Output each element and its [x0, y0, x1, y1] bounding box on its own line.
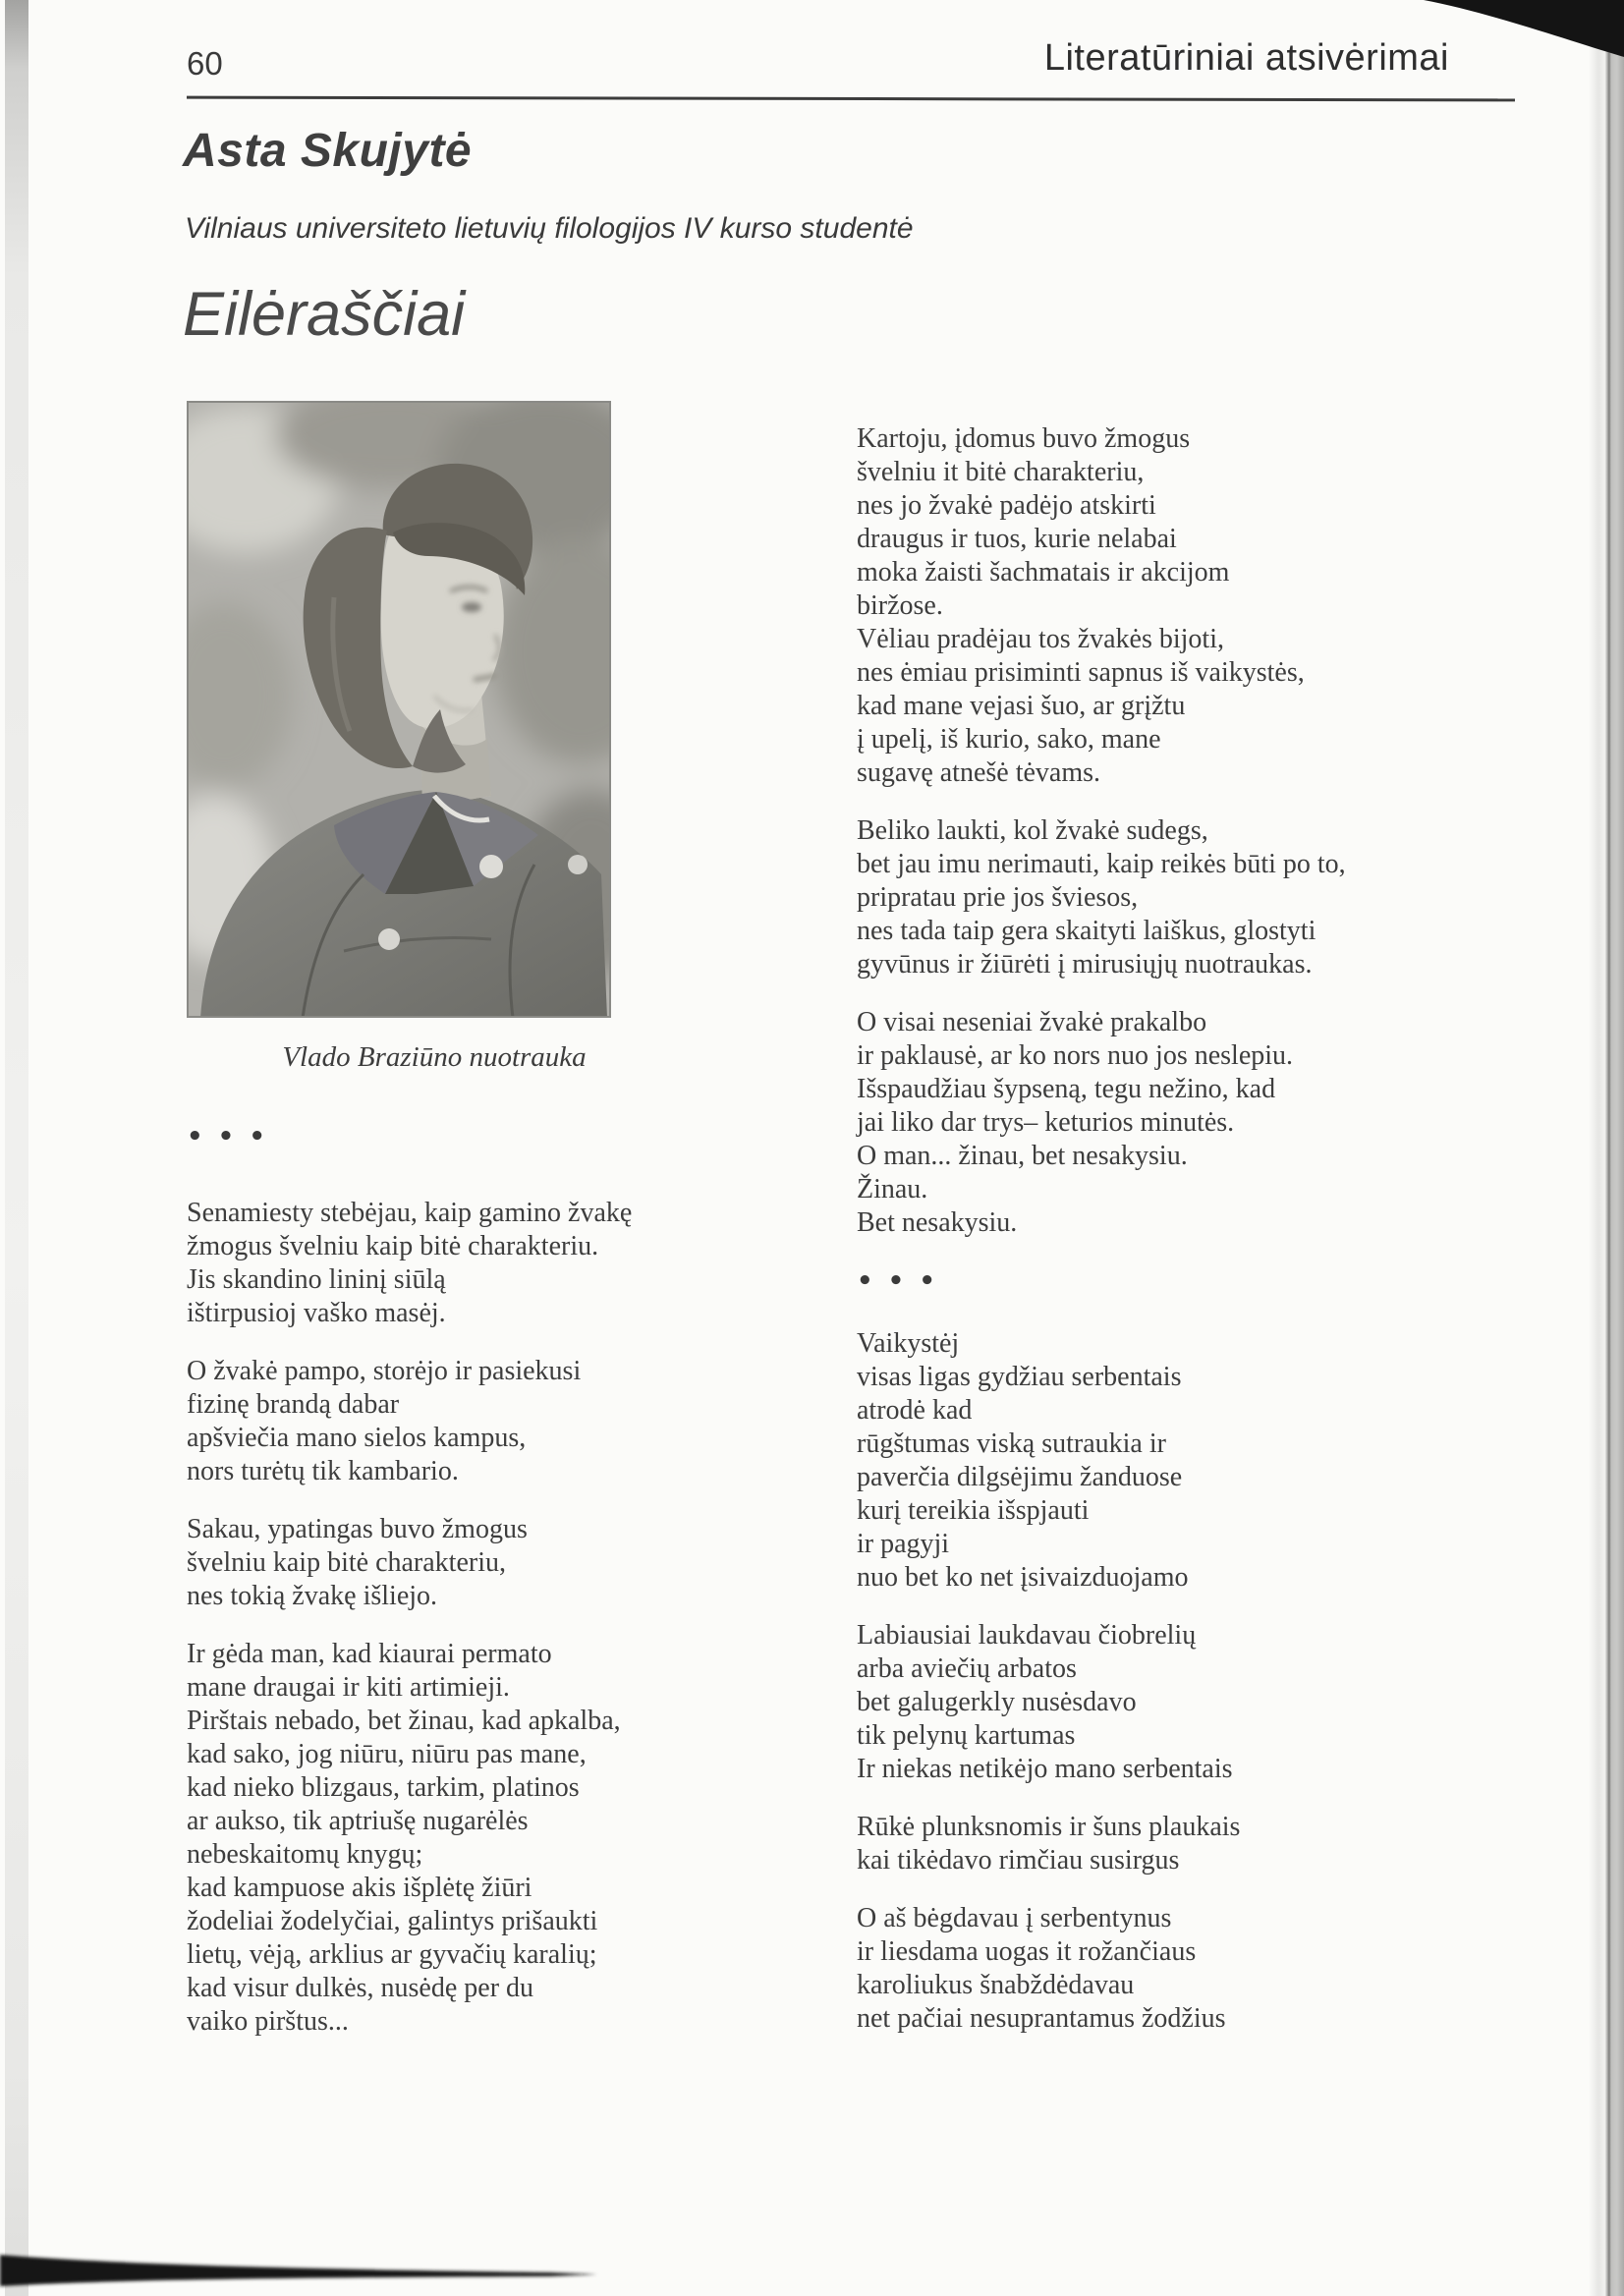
poem-line: žmogus švelniu kaip bitė charakteriu.	[187, 1231, 599, 1261]
poem-line: Žinau.	[857, 1174, 928, 1204]
poem-line: ir pagyji	[857, 1529, 950, 1559]
poem-line: vaiko pirštus...	[187, 2006, 349, 2037]
poems-title: Eilėraščiai	[183, 280, 466, 349]
poem-line: O aš bėgdavau į serbentynus	[857, 1903, 1172, 1933]
poem-stanza	[857, 1006, 1485, 1240]
author-photo-figure	[187, 401, 611, 1074]
photo-caption: Vlado Braziūno nuotrauka	[282, 1041, 587, 1073]
poem-line: gyvūnus ir žiūrėti į mirusiųjų nuotraukas.	[857, 949, 1313, 980]
poem-line: ir paklausė, ar ko nors nuo jos neslepiu.	[857, 1040, 1294, 1071]
poem-line: atrodė kad	[857, 1395, 973, 1426]
poem-line: O visai neseniai žvakė prakalbo	[857, 1007, 1207, 1037]
poem-stanza	[857, 1327, 1485, 1595]
poem-line: rūgštumas viską sutraukia ir	[857, 1428, 1166, 1459]
page-number: 60	[187, 45, 223, 82]
poem-line: nes jo žvakė padėjo atskirti	[857, 490, 1156, 521]
poem-separator-dots: • • •	[857, 1266, 938, 1296]
poem-line: nes tokią žvakę išliejo.	[187, 1581, 438, 1611]
poem-line: tik pelynų kartumas	[857, 1720, 1076, 1751]
poem-line: Kartoju, įdomus buvo žmogus	[857, 423, 1191, 454]
author-subtitle: Vilniaus universiteto lietuvių filologijos IV kurso studentė	[185, 212, 914, 245]
poem-line: į upelį, iš kurio, sako, mane	[857, 724, 1161, 755]
poem-line: kad nieko blizgaus, tarkim, platinos	[187, 1772, 580, 1803]
poem-line: visas ligas gydžiau serbentais	[857, 1362, 1182, 1392]
portrait-photo	[187, 401, 611, 1018]
poem-line: jai liko dar trys– keturios minutės.	[857, 1107, 1235, 1138]
poem-line: nes tada taip gera skaityti laiškus, glostyti	[857, 916, 1316, 946]
poem-line: Vėliau pradėjau tos žvakės bijoti,	[857, 624, 1224, 654]
poem-line: ištirpusioj vaško masėj.	[187, 1298, 446, 1328]
poem-line: apšviečia mano sielos kampus,	[187, 1423, 527, 1453]
poem-stanza	[857, 814, 1485, 981]
poem-line: arba aviečių arbatos	[857, 1653, 1077, 1684]
poem-line: paverčia dilgsėjimu žanduose	[857, 1462, 1183, 1492]
poem-line: karoliukus šnabždėdavau	[857, 1970, 1135, 2000]
poem-line: kai tikėdavo rimčiau susirgus	[857, 1845, 1180, 1876]
author-name: Asta Skujytė	[183, 125, 473, 177]
page-right-edge-book-spine	[1589, 0, 1624, 2296]
poem-line: O man... žinau, bet nesakysiu.	[857, 1141, 1188, 1171]
poem-line: švelniu it bitė charakteriu,	[857, 457, 1145, 487]
poem-line: fizinę brandą dabar	[187, 1389, 400, 1420]
poem-column-left	[187, 1120, 776, 2063]
page-bottom-curl-shadow	[0, 2243, 629, 2292]
poem-line: kad visur dulkės, nusėdę per du	[187, 1973, 534, 2003]
poem-line: mane draugai ir kiti artimieji.	[187, 1672, 510, 1703]
book-corner-shadow	[1418, 0, 1624, 69]
poem-line: kad kampuose akis išplėtę žiūri	[187, 1873, 532, 1903]
poem-line: kad mane vejasi šuo, ar grįžtu	[857, 691, 1186, 721]
poem-line: žodeliai žodelyčiai, galintys prišaukti	[187, 1906, 598, 1936]
poem-line: sugavę atnešė tėvams.	[857, 757, 1101, 788]
poem-stanza	[187, 1513, 776, 1613]
poem-line: biržose.	[857, 590, 943, 621]
poem-line: net pačiai nesuprantamus žodžius	[857, 2003, 1226, 2034]
poem-line: pripratau prie jos šviesos,	[857, 882, 1139, 913]
header-rule	[187, 96, 1515, 102]
poem-line: švelniu kaip bitė charakteriu,	[187, 1547, 506, 1578]
poem-column-right	[857, 422, 1485, 2060]
poem-line: Ir niekas netikėjo mano serbentais	[857, 1754, 1233, 1784]
poem-stanza	[857, 422, 1485, 790]
poem-line: lietų, vėją, arklius ar gyvačių karalių;	[187, 1939, 597, 1970]
poem-line: ir liesdama uogas it rožančiaus	[857, 1936, 1197, 1967]
poem-stanza	[187, 1197, 776, 1330]
poem-line: kurį tereikia išspjauti	[857, 1495, 1090, 1526]
poem-line: Vaikystėj	[857, 1328, 960, 1359]
poem-line: nuo bet ko net įsivaizduojamo	[857, 1562, 1189, 1593]
poem-line: nors turėtų tik kambario.	[187, 1456, 459, 1486]
poem-line: bet galugerkly nusėsdavo	[857, 1687, 1137, 1717]
poem-line: Senamiesty stebėjau, kaip gamino žvakę	[187, 1198, 633, 1228]
poem-line: Rūkė plunksnomis ir šuns plaukais	[857, 1812, 1241, 1842]
poem-line: bet jau imu nerimauti, kaip reikės būti po to,	[857, 849, 1346, 879]
poem-line: nes ėmiau prisiminti sapnus iš vaikystės,	[857, 657, 1305, 688]
poem-line: Pirštais nebado, bet žinau, kad apkalba,	[187, 1706, 621, 1736]
poem-line: moka žaisti šachmatais ir akcijom	[857, 557, 1230, 588]
poem-line: Išspaudžiau šypseną, tegu nežino, kad	[857, 1074, 1276, 1104]
poem-line: O žvakė pampo, storėjo ir pasiekusi	[187, 1356, 582, 1386]
poem-line: nebeskaitomų knygų;	[187, 1839, 423, 1870]
poem-line: Beliko laukti, kol žvakė sudegs,	[857, 815, 1208, 846]
poem-line: Jis skandino lininį siūlą	[187, 1264, 446, 1295]
poem-stanza	[187, 1355, 776, 1488]
poem-line: Sakau, ypatingas buvo žmogus	[187, 1514, 528, 1544]
poem-line: Ir gėda man, kad kiaurai permato	[187, 1639, 552, 1669]
poem-separator-dots: • • •	[187, 1122, 268, 1151]
poem-stanza	[857, 1619, 1485, 1786]
page-left-edge-shadow	[5, 0, 28, 2296]
running-header-section-title: Literatūriniai atsivėrimai	[1043, 37, 1449, 79]
poem-stanza	[187, 1638, 776, 2039]
poem-stanza	[857, 1902, 1485, 2036]
poem-line: Bet nesakysiu.	[857, 1207, 1018, 1238]
poem-line: draugus ir tuos, kurie nelabai	[857, 524, 1177, 554]
poem-line: Labiausiai laukdavau čiobrelių	[857, 1620, 1197, 1651]
poem-line: kad sako, jog niūru, niūru pas mane,	[187, 1739, 587, 1769]
poem-stanza	[857, 1811, 1485, 1877]
poem-line: ar aukso, tik aptriušę nugarėlės	[187, 1806, 529, 1836]
